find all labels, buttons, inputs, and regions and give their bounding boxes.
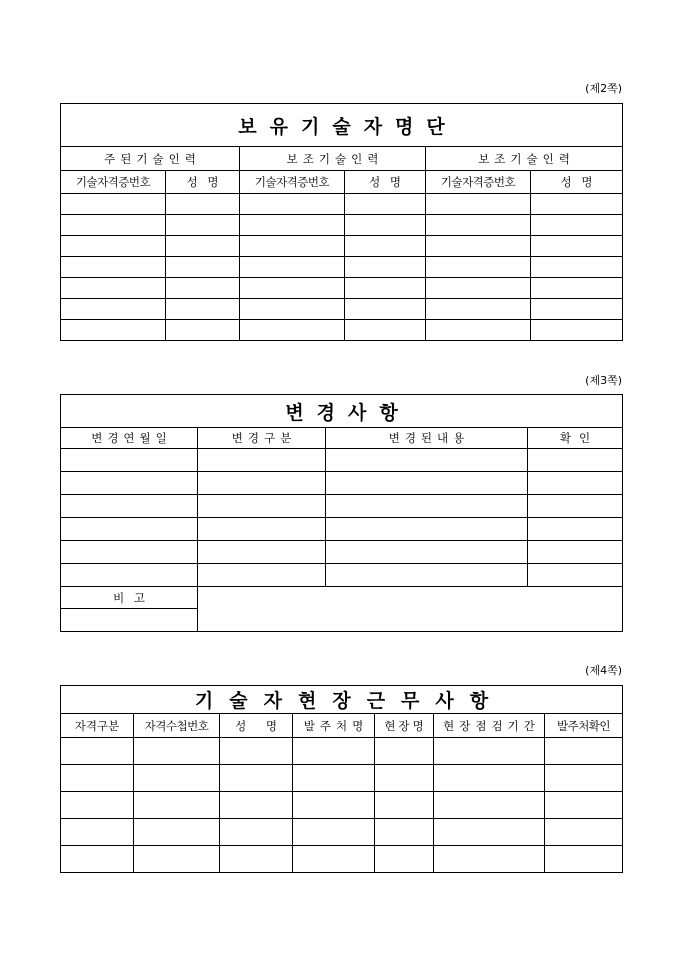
col-change-type: 변경구분 <box>198 428 326 449</box>
table-row <box>61 449 623 472</box>
input-cell[interactable] <box>61 765 134 792</box>
page4-site-work-table <box>60 685 623 873</box>
input-cell[interactable] <box>166 194 240 215</box>
input-cell[interactable] <box>528 541 623 564</box>
page3-changes-table <box>60 394 623 632</box>
col-cert-number: 기술자격증번호 <box>426 171 531 194</box>
col-change-date: 변경연월일 <box>61 428 198 449</box>
input-cell[interactable] <box>545 765 623 792</box>
input-cell[interactable] <box>434 765 545 792</box>
input-cell[interactable] <box>345 320 426 341</box>
page4-label: (제4쪽) <box>585 664 622 677</box>
page3-label: (제3쪽) <box>585 374 622 387</box>
input-cell[interactable] <box>293 819 375 846</box>
table-row <box>61 738 623 765</box>
input-cell[interactable] <box>293 846 375 873</box>
input-cell[interactable] <box>293 738 375 765</box>
input-cell[interactable] <box>240 236 345 257</box>
input-cell[interactable] <box>134 792 220 819</box>
col-name: 성 명 <box>531 171 623 194</box>
input-cell[interactable] <box>531 194 623 215</box>
col-changed-content: 변경된내용 <box>326 428 528 449</box>
input-cell[interactable] <box>326 495 528 518</box>
col-cert-number: 기술자격증번호 <box>240 171 345 194</box>
input-cell[interactable] <box>545 846 623 873</box>
input-cell[interactable] <box>61 541 198 564</box>
table-row <box>61 299 623 320</box>
input-cell[interactable] <box>531 215 623 236</box>
input-cell[interactable] <box>345 299 426 320</box>
input-cell[interactable] <box>293 765 375 792</box>
input-cell[interactable] <box>198 541 326 564</box>
input-cell[interactable] <box>240 320 345 341</box>
input-cell[interactable] <box>375 792 434 819</box>
input-cell[interactable] <box>434 846 545 873</box>
input-cell[interactable] <box>345 278 426 299</box>
input-cell[interactable] <box>326 518 528 541</box>
input-cell[interactable] <box>531 278 623 299</box>
table-row <box>61 495 623 518</box>
input-cell[interactable] <box>220 846 293 873</box>
group-header-assist-1: 보조기술인력 <box>240 147 426 171</box>
input-cell[interactable] <box>166 257 240 278</box>
input-cell[interactable] <box>528 449 623 472</box>
input-cell[interactable] <box>426 215 531 236</box>
input-cell[interactable] <box>240 257 345 278</box>
page4-title: 기술자현장근무사항 <box>61 686 623 714</box>
input-cell[interactable] <box>531 320 623 341</box>
input-cell[interactable] <box>220 765 293 792</box>
input-cell[interactable] <box>240 278 345 299</box>
input-cell[interactable] <box>61 257 166 278</box>
col-qualification-type: 자격구분 <box>61 714 134 738</box>
input-cell[interactable] <box>198 472 326 495</box>
input-cell[interactable] <box>426 278 531 299</box>
page2-label: (제2쪽) <box>585 82 622 95</box>
col-cert-number: 기술자격증번호 <box>61 171 166 194</box>
input-cell[interactable] <box>166 299 240 320</box>
page2-title: 보유기술자명단 <box>61 104 623 147</box>
table-row <box>61 765 623 792</box>
table-row <box>61 320 623 341</box>
table-row <box>61 257 623 278</box>
input-cell[interactable] <box>240 299 345 320</box>
input-cell[interactable] <box>293 792 375 819</box>
input-cell[interactable] <box>61 819 134 846</box>
col-client-name: 발주처명 <box>293 714 375 738</box>
input-cell[interactable] <box>61 564 198 587</box>
input-cell[interactable] <box>531 299 623 320</box>
input-cell[interactable] <box>426 236 531 257</box>
col-site-name: 현장명 <box>375 714 434 738</box>
input-cell[interactable] <box>326 472 528 495</box>
table-row <box>61 564 623 587</box>
col-name: 성 명 <box>345 171 426 194</box>
input-cell[interactable] <box>434 738 545 765</box>
remarks-continuation-cell <box>61 609 198 632</box>
input-cell[interactable] <box>198 449 326 472</box>
input-cell[interactable] <box>434 792 545 819</box>
input-cell[interactable] <box>345 257 426 278</box>
page2-technician-roster-table <box>60 103 623 341</box>
input-cell[interactable] <box>345 215 426 236</box>
input-cell[interactable] <box>166 278 240 299</box>
input-cell[interactable] <box>326 449 528 472</box>
input-cell[interactable] <box>61 518 198 541</box>
col-site-inspection-period: 현장점검기간 <box>434 714 545 738</box>
input-cell[interactable] <box>134 765 220 792</box>
input-cell[interactable] <box>375 738 434 765</box>
input-cell[interactable] <box>528 564 623 587</box>
input-cell[interactable] <box>198 518 326 541</box>
input-cell[interactable] <box>61 236 166 257</box>
input-cell[interactable] <box>326 564 528 587</box>
input-cell[interactable] <box>198 564 326 587</box>
col-name: 성 명 <box>166 171 240 194</box>
table-row <box>61 215 623 236</box>
input-cell[interactable] <box>240 194 345 215</box>
input-cell[interactable] <box>375 846 434 873</box>
input-cell[interactable] <box>240 215 345 236</box>
input-cell[interactable] <box>198 495 326 518</box>
input-cell[interactable] <box>220 792 293 819</box>
input-cell[interactable] <box>426 299 531 320</box>
table-row <box>61 518 623 541</box>
input-cell[interactable] <box>61 320 166 341</box>
page3-title: 변경사항 <box>61 395 623 428</box>
input-cell[interactable] <box>220 738 293 765</box>
input-cell[interactable] <box>345 236 426 257</box>
input-cell[interactable] <box>134 846 220 873</box>
col-qualification-book-number: 자격수첩번호 <box>134 714 220 738</box>
input-cell[interactable] <box>61 449 198 472</box>
input-cell[interactable] <box>166 320 240 341</box>
table-row <box>61 472 623 495</box>
table-row <box>61 792 623 819</box>
input-cell[interactable] <box>326 541 528 564</box>
input-cell[interactable] <box>61 278 166 299</box>
input-cell[interactable] <box>426 257 531 278</box>
input-cell[interactable] <box>166 236 240 257</box>
input-cell[interactable] <box>528 518 623 541</box>
input-cell[interactable] <box>531 236 623 257</box>
remarks-label: 비 고 <box>61 587 198 609</box>
input-cell[interactable] <box>345 194 426 215</box>
input-cell[interactable] <box>61 215 166 236</box>
input-cell[interactable] <box>166 215 240 236</box>
table-row <box>61 819 623 846</box>
col-confirm: 확인 <box>528 428 623 449</box>
input-cell[interactable] <box>61 472 198 495</box>
col-name: 성 명 <box>220 714 293 738</box>
input-cell[interactable] <box>545 792 623 819</box>
input-cell[interactable] <box>61 846 134 873</box>
input-cell[interactable] <box>61 299 166 320</box>
input-cell[interactable] <box>434 819 545 846</box>
input-cell[interactable] <box>61 495 198 518</box>
input-cell[interactable] <box>531 257 623 278</box>
input-cell[interactable] <box>528 495 623 518</box>
input-cell[interactable] <box>61 194 166 215</box>
group-header-main: 주된기술인력 <box>61 147 240 171</box>
input-cell[interactable] <box>375 765 434 792</box>
group-header-assist-2: 보조기술인력 <box>426 147 623 171</box>
table-row <box>61 541 623 564</box>
input-cell[interactable] <box>375 819 434 846</box>
remarks-field[interactable] <box>198 587 623 632</box>
input-cell[interactable] <box>426 194 531 215</box>
input-cell[interactable] <box>134 738 220 765</box>
table-row <box>61 278 623 299</box>
col-client-confirm: 발주처확인 <box>545 714 623 738</box>
table-row <box>61 846 623 873</box>
table-row <box>61 194 623 215</box>
input-cell[interactable] <box>61 738 134 765</box>
input-cell[interactable] <box>220 819 293 846</box>
input-cell[interactable] <box>61 792 134 819</box>
input-cell[interactable] <box>426 320 531 341</box>
input-cell[interactable] <box>528 472 623 495</box>
input-cell[interactable] <box>545 819 623 846</box>
input-cell[interactable] <box>134 819 220 846</box>
input-cell[interactable] <box>545 738 623 765</box>
table-row <box>61 236 623 257</box>
